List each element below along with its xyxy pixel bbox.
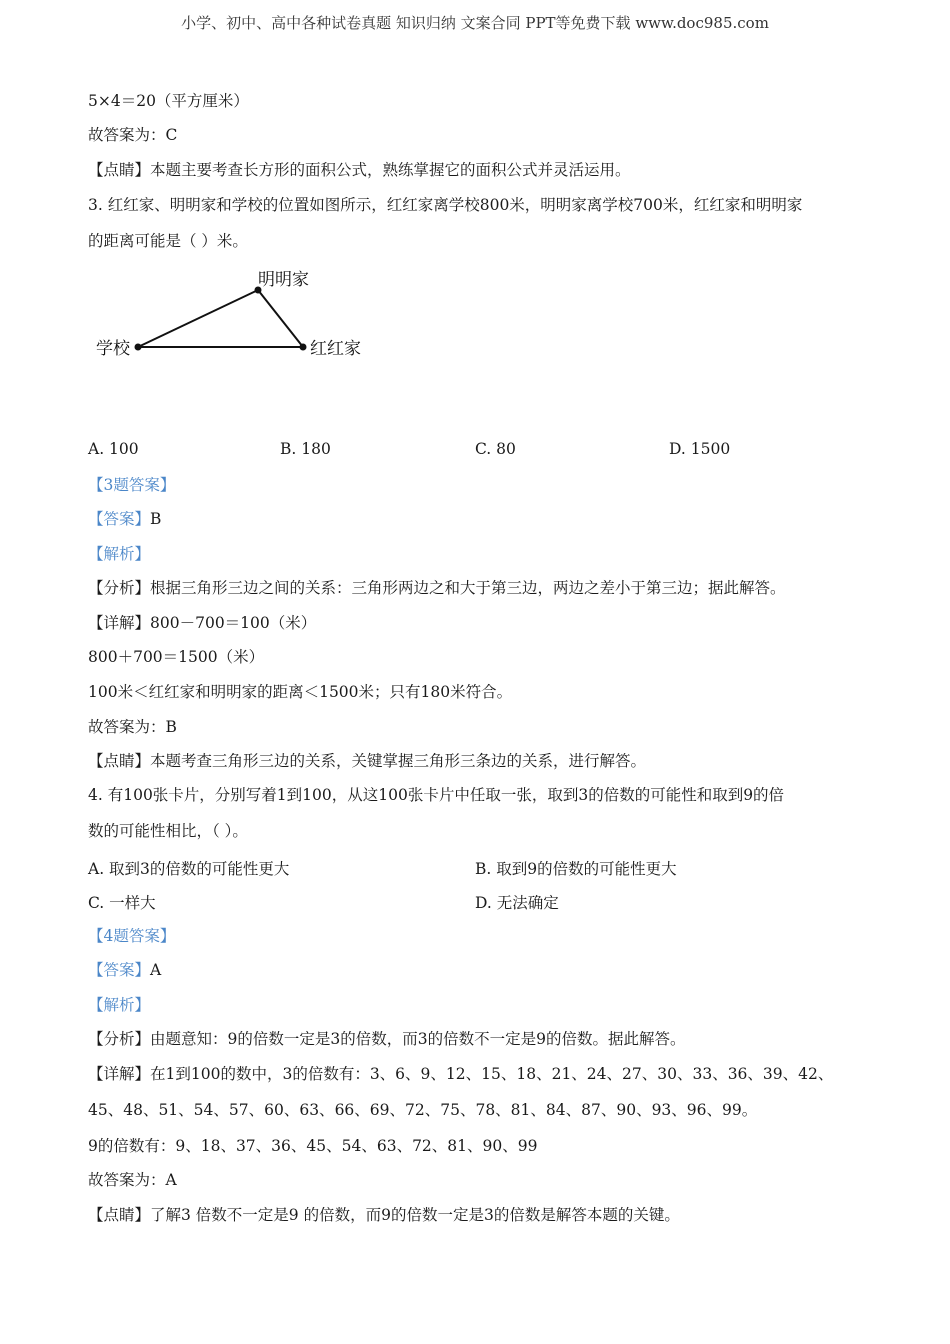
q3-comment — [88, 751, 646, 771]
point-honghong — [300, 344, 307, 351]
answer-tag: 【答案】 — [88, 510, 151, 528]
q3-stem-line1: 3. 红红家、明明家和学校的位置如图所示，红红家离学校800米，明明家离学校700米，红红家和明明家 — [88, 196, 803, 214]
q3-fenxi — [88, 578, 786, 598]
q3-analysis-header: 【解析】 — [88, 545, 151, 563]
q4-xiangjie1 — [88, 1064, 833, 1084]
label-mingming: 明明家 — [258, 270, 309, 290]
q2-answer: 故答案为：C — [88, 126, 178, 144]
q3-final: 故答案为：B — [88, 718, 177, 736]
comment-tag: 【点睛】 — [88, 1206, 151, 1224]
q4-option-b: B. 取到9的倍数的可能性更大 — [475, 860, 677, 878]
q4-comment — [88, 1205, 680, 1225]
edge-school-mingming — [138, 290, 258, 347]
q4-xiangjie3: 9的倍数有：9、18、37、36、45、54、63、72、81、90、99 — [88, 1137, 538, 1155]
q4-fenxi — [88, 1029, 685, 1049]
q4-stem-line1: 4. 有100张卡片，分别写着1到100，从这100张卡片中任取一张，取到3的倍数的可能性和取到9的倍 — [88, 786, 785, 804]
page-header: 小学、初中、高中各种试卷真题 知识归纳 文案合同 PPT等免费下载 www.doc985.com — [181, 14, 769, 32]
q3-answer — [88, 509, 161, 529]
fenxi-tag: 【分析】 — [88, 1030, 151, 1048]
xiangjie-tag: 【详解】 — [88, 614, 151, 632]
point-school — [135, 344, 142, 351]
label-honghong: 红红家 — [310, 339, 361, 359]
q2-comment — [88, 160, 631, 180]
answer-value: B — [150, 510, 162, 528]
q4-option-a: A. 取到3的倍数的可能性更大 — [88, 860, 290, 878]
fenxi-text: 根据三角形三边之间的关系：三角形两边之和大于第三边，两边之差小于第三边；据此解答。 — [150, 579, 786, 597]
q4-answer — [88, 960, 161, 980]
q3-option-a: A. 100 — [88, 440, 139, 458]
q3-answer-header: 【3题答案】 — [88, 476, 176, 494]
q3-option-d: D. 1500 — [669, 440, 731, 458]
comment-tag: 【点睛】 — [88, 752, 151, 770]
q3-xiangjie2: 800＋700＝1500（米） — [88, 648, 265, 666]
comment-tag: 【点睛】 — [88, 161, 151, 179]
q4-answer-header: 【4题答案】 — [88, 927, 176, 945]
q4-xiangjie2: 45、48、51、54、57、60、63、66、69、72、75、78、81、84、87、90、93、96、99。 — [88, 1101, 758, 1119]
q4-stem-line2: 数的可能性相比，（ ）。 — [88, 822, 248, 840]
label-school: 学校 — [96, 339, 130, 359]
q4-final: 故答案为：A — [88, 1171, 177, 1189]
fenxi-text: 由题意知：9的倍数一定是3的倍数，而3的倍数不一定是9的倍数。据此解答。 — [150, 1030, 686, 1048]
q3-option-b: B. 180 — [280, 440, 331, 458]
xiangjie-text: 在1到100的数中，3的倍数有：3、6、9、12、15、18、21、24、27、30、33、36、39、42、 — [150, 1065, 834, 1083]
answer-value: A — [150, 961, 162, 979]
edge-mingming-honghong — [258, 290, 303, 347]
comment-text: 本题主要考查长方形的面积公式，熟练掌握它的面积公式并灵活运用。 — [150, 161, 631, 179]
comment-text: 本题考查三角形三边的关系，关键掌握三角形三条边的关系，进行解答。 — [150, 752, 647, 770]
q3-option-c: C. 80 — [475, 440, 516, 458]
comment-text: 了解3 倍数不一定是9 的倍数，而9的倍数一定是3的倍数是解答本题的关键。 — [150, 1206, 680, 1224]
q3-xiangjie1 — [88, 613, 316, 633]
xiangjie-tag: 【详解】 — [88, 1065, 151, 1083]
q4-option-c: C. 一样大 — [88, 894, 156, 912]
answer-tag: 【答案】 — [88, 961, 151, 979]
xiangjie-text: 800－700＝100（米） — [150, 614, 317, 632]
q4-analysis-header: 【解析】 — [88, 996, 151, 1014]
triangle-diagram — [90, 262, 390, 382]
q4-option-d: D. 无法确定 — [475, 894, 559, 912]
q3-xiangjie3: 100米＜红红家和明明家的距离＜1500米；只有180米符合。 — [88, 683, 513, 701]
q2-calc: 5×4＝20（平方厘米） — [88, 92, 249, 110]
q3-stem-line2: 的距离可能是（ ）米。 — [88, 232, 248, 250]
fenxi-tag: 【分析】 — [88, 579, 151, 597]
